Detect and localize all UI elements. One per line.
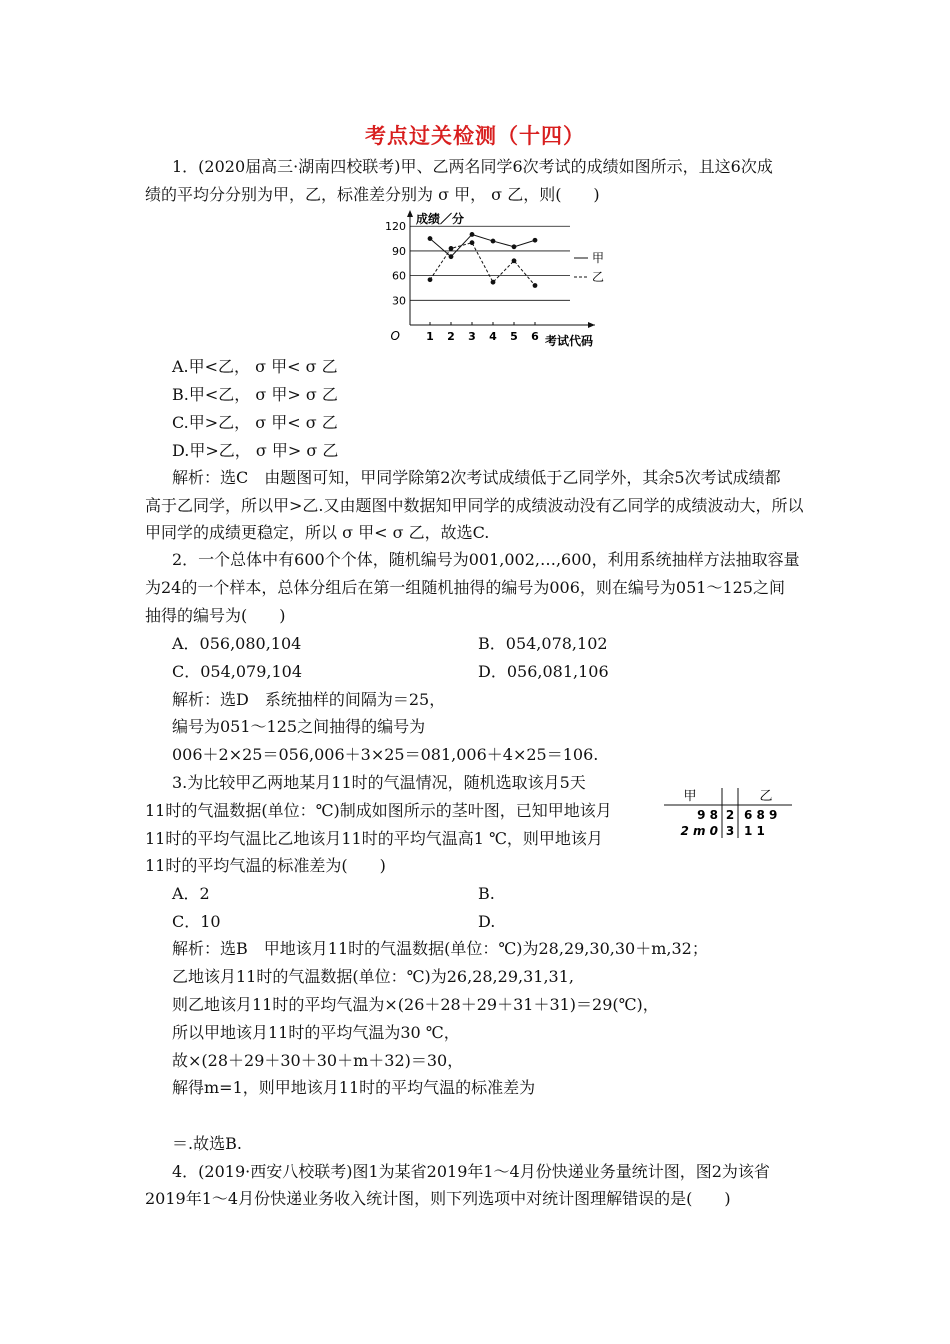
q3-stem-line-2: 11时的气温数据(单位：℃)制成如图所示的茎叶图，已知甲地该月 — [145, 801, 612, 820]
q1-line-chart — [380, 208, 610, 348]
y-axis-arrow — [407, 210, 413, 217]
q3-option-b: B. — [478, 884, 495, 903]
series-1-point-1 — [428, 236, 433, 241]
page-title: 考点过关检测（十四） — [365, 124, 585, 148]
series-2-point-3 — [470, 240, 475, 245]
y-tick-label-30: 30 — [392, 294, 406, 308]
series-2-point-4 — [491, 280, 496, 285]
q4-stem-line-1: 4．(2019·西安八校联考)图1为某省2019年1～4月份快递业务量统计图，图2为该省 — [172, 1162, 770, 1181]
q3-analysis-line-3: 则乙地该月11时的平均气温为×(26＋28＋29＋31＋31)＝29(℃)， — [172, 995, 659, 1014]
q1-stem-line-1: 1．(2020届高三·湖南四校联考)甲、乙两名同学6次考试的成绩如图所示，且这6次成 — [172, 157, 773, 176]
series-2-point-5 — [512, 258, 517, 263]
q1-stem-line-2: 绩的平均分分别为甲，乙，标准差分别为 σ 甲， σ 乙，则( ) — [145, 185, 600, 204]
stem-leaf-row2-stem: 3 — [725, 824, 735, 838]
x-tick-label-4: 4 — [489, 330, 497, 343]
series-1-point-3 — [470, 232, 475, 237]
q1-option-b: B.甲<乙， σ 甲> σ 乙 — [172, 385, 338, 404]
q3-analysis-line-4: 所以甲地该月11时的平均气温为30 ℃， — [172, 1023, 460, 1042]
q3-stem-line-3: 11时的平均气温比乙地该月11时的平均气温高1 ℃，则甲地该月 — [145, 829, 603, 848]
y-tick-label-120: 120 — [385, 220, 406, 234]
series-2-point-6 — [533, 283, 538, 288]
x-axis-arrow — [588, 322, 595, 328]
q2-option-c: C．054,079,104 — [172, 662, 303, 681]
q2-option-b: B．054,078,102 — [478, 634, 608, 653]
x-tick-label-6: 6 — [531, 330, 539, 343]
q1-analysis-line-3: 甲同学的成绩更稳定，所以 σ 甲< σ 乙，故选C. — [145, 523, 490, 542]
q2-stem-line-3: 抽得的编号为( ) — [145, 606, 286, 625]
q3-analysis-line-5: 故×(28＋29＋30＋30＋m＋32)＝30， — [172, 1051, 464, 1070]
q1-analysis-line-1: 解析：选C 由题图可知，甲同学除第2次考试成绩低于乙同学外，其余5次考试成绩都 — [172, 468, 781, 487]
q3-stem-line-1: 3.为比较甲乙两地某月11时的气温情况，随机选取该月5天 — [172, 773, 586, 792]
q1-analysis-line-2: 高于乙同学，所以甲>乙.又由题图中数据知甲同学的成绩波动没有乙同学的成绩波动大，所以 — [145, 496, 804, 515]
series-1-point-4 — [491, 239, 496, 244]
q2-stem-line-1: 2．一个总体中有600个个体，随机编号为001,002,…,600，利用系统抽样方法抽取容量 — [172, 550, 800, 569]
x-tick-label-5: 5 — [510, 330, 518, 343]
stem-leaf-row2-right: 1 1 — [744, 824, 765, 838]
q2-analysis-line-1: 解析：选D 系统抽样的间隔为＝25， — [172, 690, 446, 709]
stem-leaf-left-header: 甲 — [683, 789, 697, 804]
y-axis-label: 成绩／分 — [416, 212, 465, 226]
origin-label: O — [390, 329, 400, 343]
legend-label-2: 乙 — [592, 270, 605, 284]
stem-leaf-row1-left: 9 8 — [697, 808, 718, 822]
q1-option-a: A.甲<乙， σ 甲< σ 乙 — [172, 357, 338, 376]
series-1-point-2 — [449, 254, 454, 259]
q3-stem-leaf-plot — [662, 784, 798, 840]
q3-analysis-line-2: 乙地该月11时的气温数据(单位：℃)为26,28,29,31,31, — [172, 967, 574, 986]
q2-option-d: D．056,081,106 — [478, 662, 609, 681]
series-line-2 — [430, 243, 535, 286]
legend-label-1: 甲 — [592, 251, 605, 265]
q3-analysis-line-7: ＝.故选B. — [172, 1134, 242, 1153]
stem-leaf-row1-stem: 2 — [725, 808, 735, 822]
series-line-1 — [430, 234, 535, 256]
q4-stem-line-2: 2019年1～4月份快递业务收入统计图，则下列选项中对统计图理解错误的是( ) — [145, 1189, 731, 1208]
q2-stem-line-2: 为24的一个样本，总体分组后在第一组随机抽得的编号为006，则在编号为051～125之间 — [145, 578, 785, 597]
q3-stem-line-4: 11时的平均气温的标准差为( ) — [145, 856, 386, 875]
series-2-point-2 — [449, 246, 454, 251]
q3-analysis-line-6: 解得m=1，则甲地该月11时的平均气温的标准差为 — [172, 1078, 536, 1097]
q3-option-c: C．10 — [172, 912, 221, 931]
q3-option-d: D. — [478, 912, 496, 931]
x-tick-label-1: 1 — [426, 330, 434, 343]
q1-option-c: C.甲>乙， σ 甲< σ 乙 — [172, 413, 338, 432]
stem-leaf-right-header: 乙 — [759, 789, 773, 804]
q3-analysis-line-1: 解析：选B 甲地该月11时的气温数据(单位：℃)为28,29,30,30＋m,32； — [172, 939, 708, 958]
q2-analysis-line-2: 编号为051～125之间抽得的编号为 — [172, 717, 426, 736]
y-tick-label-60: 60 — [392, 269, 406, 283]
q2-analysis-line-3: 006＋2×25＝056,006＋3×25＝081,006＋4×25＝106. — [172, 745, 599, 764]
stem-leaf-row1-right: 6 8 9 — [744, 808, 778, 822]
x-tick-label-3: 3 — [468, 330, 476, 343]
series-2-point-1 — [428, 277, 433, 282]
q3-option-a: A．2 — [172, 884, 210, 903]
y-tick-label-90: 90 — [392, 244, 406, 258]
series-1-point-6 — [533, 238, 538, 243]
x-tick-label-2: 2 — [447, 330, 455, 343]
q1-option-d: D.甲>乙， σ 甲> σ 乙 — [172, 441, 339, 460]
series-1-point-5 — [512, 244, 517, 249]
stem-leaf-row2-left: 2 m 0 — [680, 824, 718, 838]
x-axis-label: 考试代码 — [544, 334, 593, 348]
q2-option-a: A．056,080,104 — [172, 634, 302, 653]
